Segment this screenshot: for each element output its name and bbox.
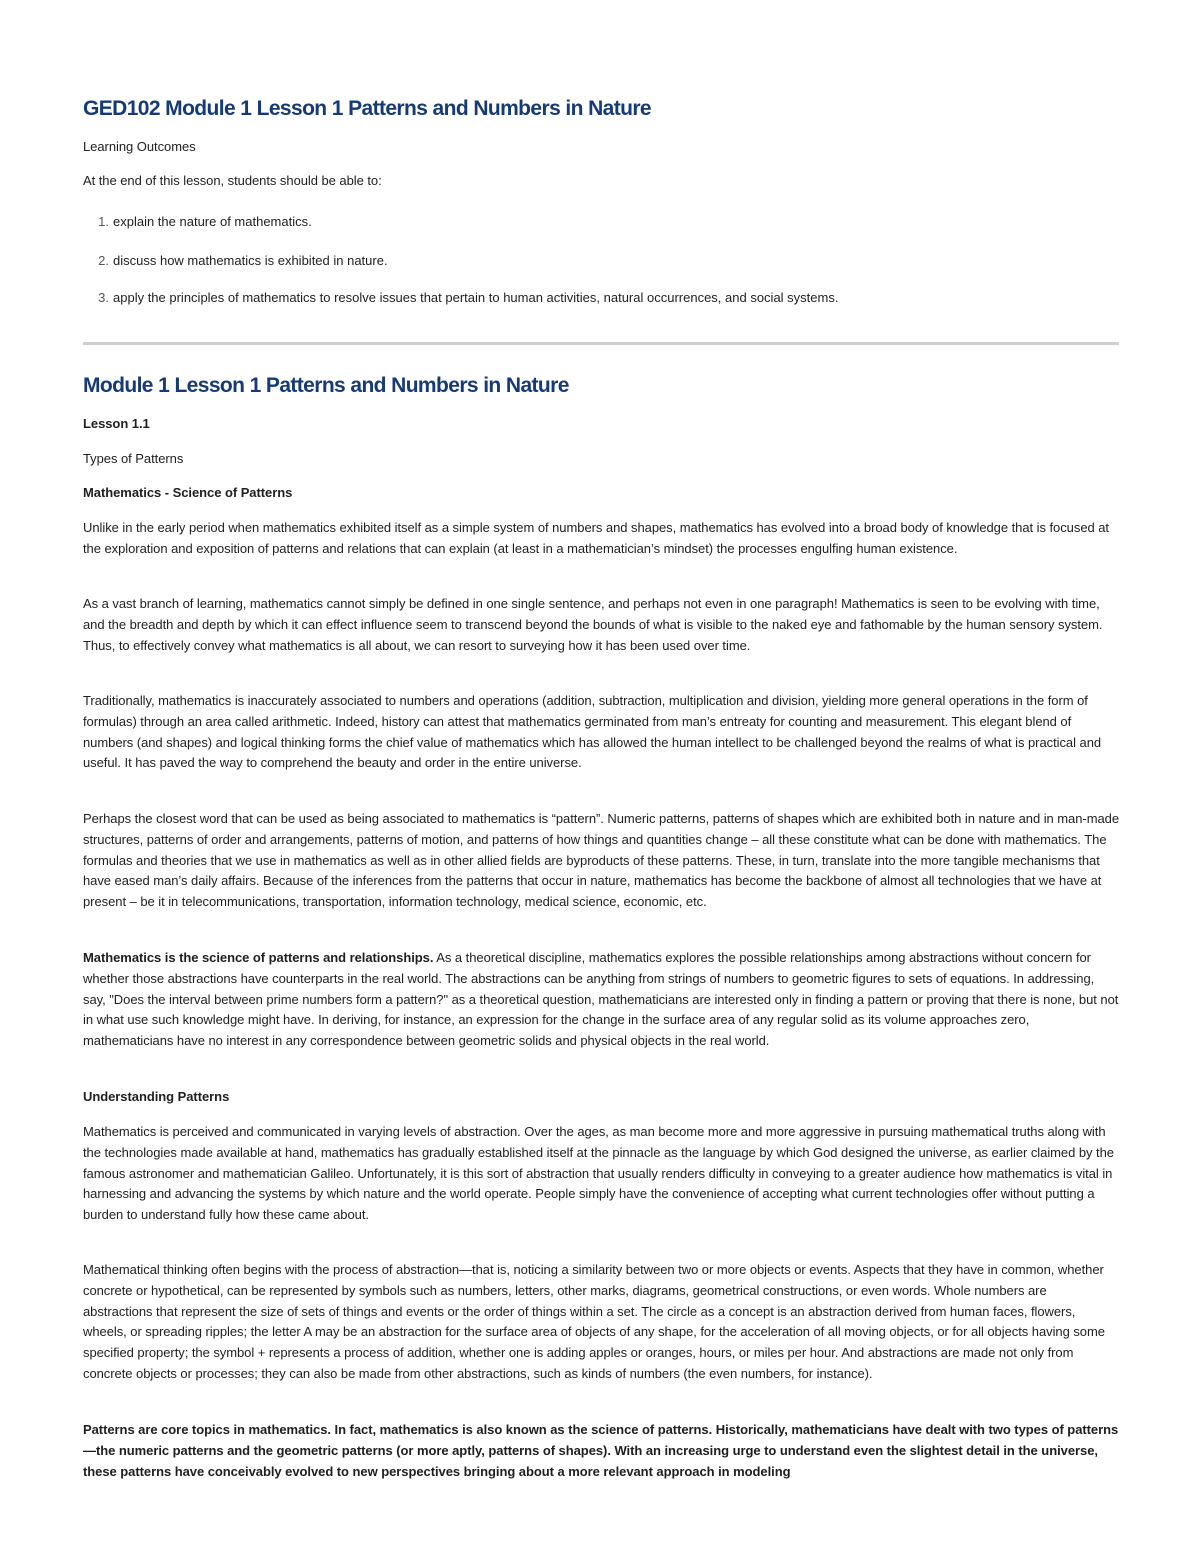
list-item: 1. explain the nature of mathematics. (98, 214, 312, 229)
lesson-label: Lesson 1.1 (83, 416, 150, 431)
types-of-patterns-label: Types of Patterns (83, 451, 184, 466)
subheading-understanding-patterns: Understanding Patterns (83, 1089, 230, 1104)
paragraph-5 (83, 948, 1119, 1052)
section-divider (83, 342, 1119, 345)
subheading-science-of-patterns: Mathematics - Science of Patterns (83, 485, 293, 500)
learning-outcomes-label: Learning Outcomes (83, 139, 196, 154)
list-item: 3. apply the principles of mathematics to resolve issues that pertain to human activities, natural occurrences, and social systems. (98, 290, 839, 305)
paragraph-7: Mathematical thinking often begins with the process of abstraction—that is, noticing a similarity between two or more objects or events. Aspects that they have in common, whether concrete or hypothetical, can be represented by symbols such as numbers, letters, other marks, diagrams, geometrical constructions, or even words. Whole numbers are abstractions that represent the size of sets of things and events or the order of things within a set. The circle as a concept is an abstraction derived from human faces, flowers, wheels, or spreading ripples; the letter A may be an abstraction for the surface area of objects of any shape, for the acceleration of all moving objects, or for all objects having some specified property; the symbol + represents a process of addition, whether one is adding apples or oranges, hours, or miles per hour. And abstractions are made not only from concrete objects or processes; they can also be made from other abstractions, such as kinds of numbers (the even numbers, for instance). (83, 1262, 1105, 1381)
section-title: Module 1 Lesson 1 Patterns and Numbers in Nature (83, 374, 569, 397)
list-item: 2. discuss how mathematics is exhibited in nature. (98, 253, 388, 268)
paragraph-3: Traditionally, mathematics is inaccurately associated to numbers and operations (addition, subtraction, multiplication and division, yielding more general operations in the form of formulas) through an area called arithmetic. Indeed, history can attest that mathematics germinated from man’s entreaty for counting and measurement. This elegant blend of numbers (and shapes) and logical thinking forms the chief value of mathematics which has allowed the human intellect to be challenged beyond the realms of what is practical and useful. It has paved the way to comprehend the beauty and order in the entire universe. (83, 693, 1102, 771)
paragraph-2: As a vast branch of learning, mathematics cannot simply be defined in one single sentence, and perhaps not even in one paragraph! Mathematics is seen to be evolving with time, and the breadth and depth by which it can effect influence seem to transcend beyond the bounds of what is visible to the naked eye and fathomable by the human sensory system. Thus, to effectively convey what mathematics is all about, we can resort to surveying how it has been used over time. (83, 596, 1103, 653)
paragraph-5-body: As a theoretical discipline, mathematics explores the possible relationships among abstractions without concern for whether those abstractions have counterparts in the real world. The abstractions can be anything from strings of numbers to geometric figures to sets of equations. In addressing, say, "Does the interval between prime numbers form a pattern?" as a theoretical question, mathematicians are interested only in finding a pattern or proving that there is none, but not in what use such knowledge might have. In deriving, for instance, an expression for the change in the surface area of any regular solid as its volume approaches zero, mathematicians have no interest in any correspondence between geometric solids and physical objects in the real world. (83, 950, 1119, 1049)
paragraph-6: Mathematics is perceived and communicated in varying levels of abstraction. Over the ages, as man become more and more aggressive in pursuing mathematical truths along with the technologies made available at hand, mathematics has gradually established itself at the pinnacle as the language by which God designed the universe, as earlier claimed by the famous astronomer and mathematician Galileo. Unfortunately, it is this sort of abstraction that usually renders difficulty in conveying to a greater audience how mathematics is vital in harnessing and advancing the systems by which nature and the world operate. People simply have the convenience of accepting what current technologies offer without putting a burden to understand fully how these came about. (83, 1124, 1114, 1223)
paragraph-4: Perhaps the closest word that can be used as being associated to mathematics is “pattern”. Numeric patterns, patterns of shapes which are exhibited both in nature and in man-made structures, patterns of order and arrangements, patterns of motion, and patterns of how things and quantities change – all these constitute what can be done with mathematics. The formulas and theories that we use in mathematics as well as in other allied fields are byproducts of these patterns. These, in turn, translate into the more tangible mechanisms that have eased man’s daily affairs. Because of the inferences from the patterns that occur in nature, mathematics has become the backbone of almost all technologies that we have at present – be it in telecommunications, transportation, information technology, medical science, economic, etc. (83, 811, 1120, 910)
outcomes-intro: At the end of this lesson, students should be able to: (83, 173, 382, 188)
paragraph-1: Unlike in the early period when mathematics exhibited itself as a simple system of numbers and shapes, mathematics has evolved into a broad body of knowledge that is focused at the exploration and exposition of patterns and relations that can explain (at least in a mathematician’s mindset) the processes engulfing human existence. (83, 520, 1109, 556)
page-title: GED102 Module 1 Lesson 1 Patterns and Numbers in Nature (83, 97, 651, 120)
paragraph-8: Patterns are core topics in mathematics. In fact, mathematics is also known as the science of patterns. Historically, mathematicians have dealt with two types of patterns—the numeric patterns and the geometric patterns (or more aptly, patterns of shapes). With an increasing urge to understand even the slightest detail in the universe, these patterns have conceivably evolved to new perspectives bringing about a more relevant approach in modeling (83, 1422, 1119, 1479)
paragraph-5-lead: Mathematics is the science of patterns and relationships. (83, 950, 434, 965)
